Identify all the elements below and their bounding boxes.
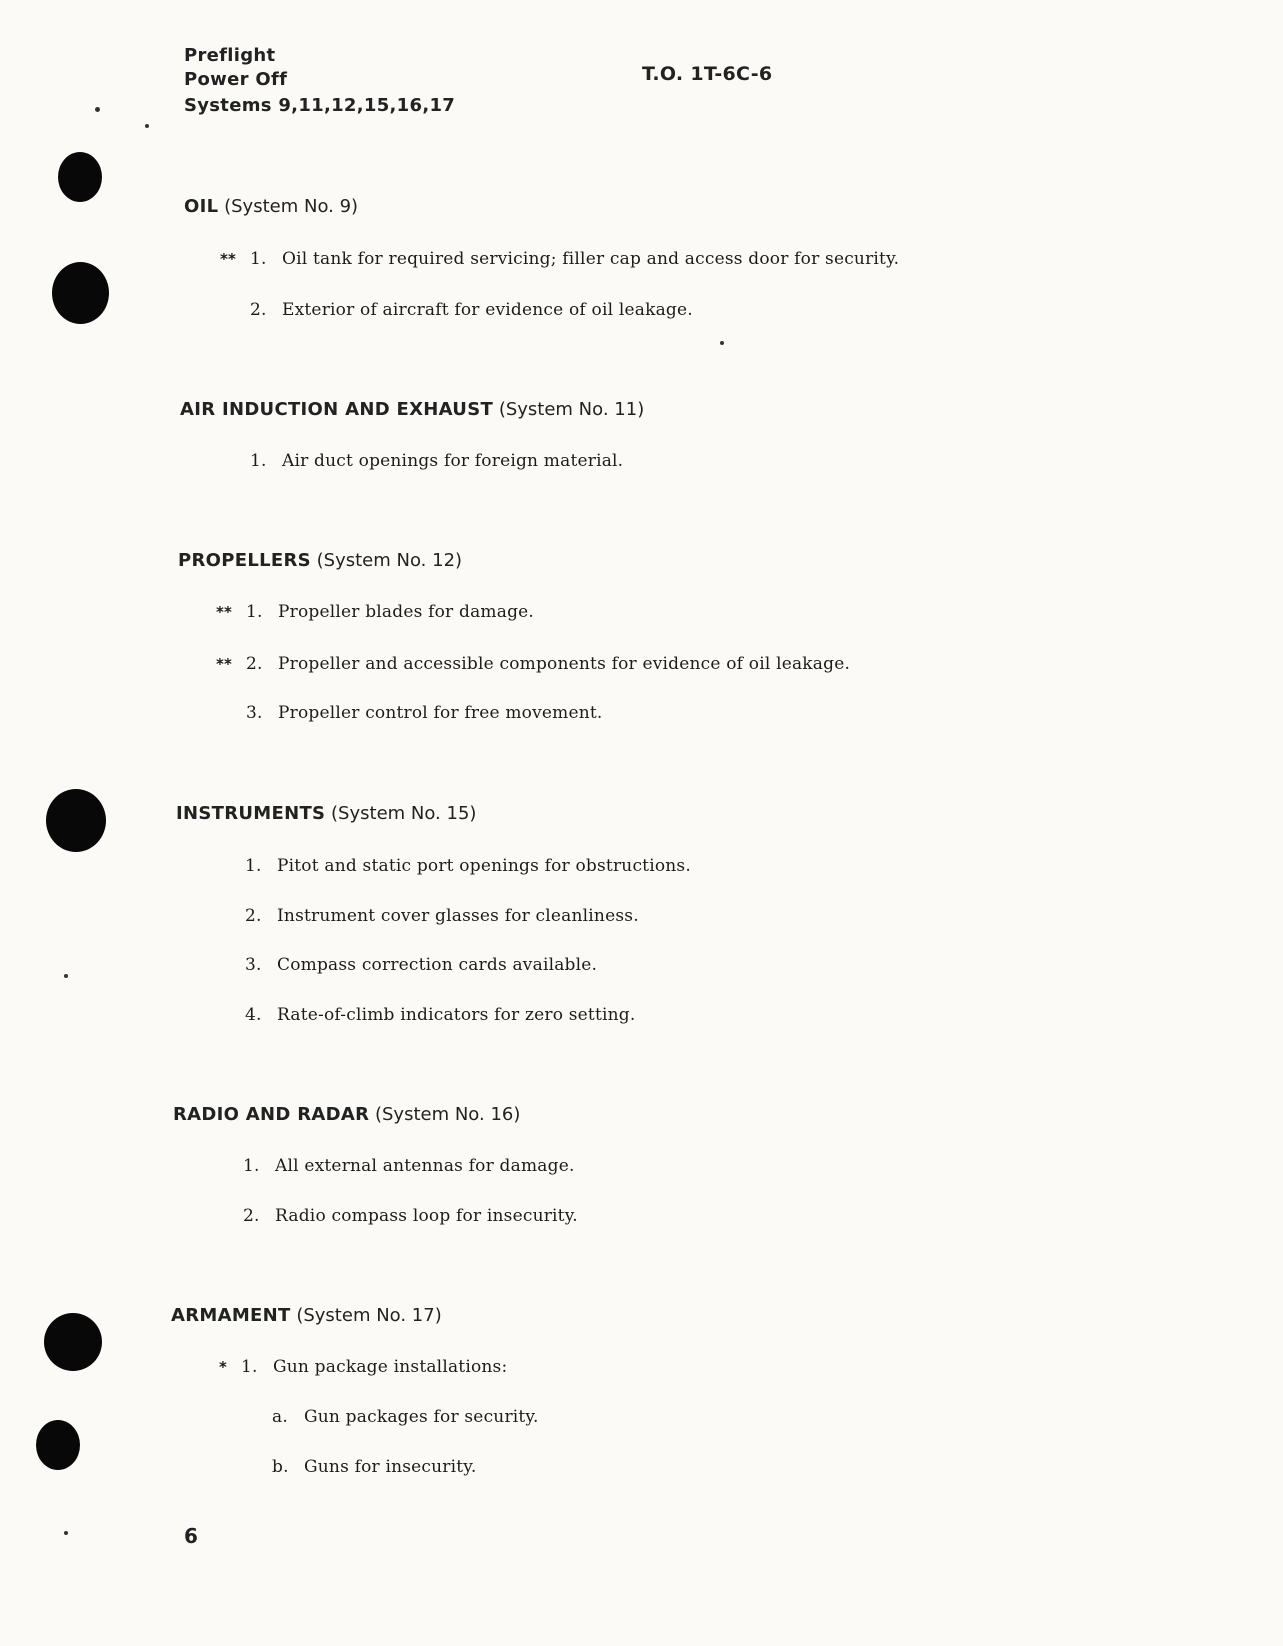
item-mark: ** <box>220 250 237 268</box>
header-left-line1: Preflight <box>184 45 276 66</box>
item-text: Propeller control for free movement. <box>278 703 603 723</box>
section-heading-air-induction <box>180 399 644 420</box>
header-left-line3: Systems 9,11,12,15,16,17 <box>184 95 456 116</box>
item-number: 4. <box>245 1005 262 1025</box>
item-text: Propeller blades for damage. <box>278 602 535 622</box>
section-name: PROPELLERS <box>178 550 311 571</box>
scan-speck <box>720 341 724 345</box>
item-number: 1. <box>250 451 267 471</box>
to-number: T.O. 1T-6C-6 <box>642 63 773 85</box>
list-item <box>220 249 899 269</box>
section-heading-instruments <box>176 803 476 824</box>
list-item <box>216 654 850 674</box>
item-number: a. <box>272 1407 288 1427</box>
list-item <box>219 1357 507 1377</box>
item-text: Gun package installations: <box>273 1357 508 1377</box>
item-text: Radio compass loop for insecurity. <box>275 1206 578 1226</box>
item-number: 1. <box>246 602 263 622</box>
list-item <box>250 300 693 320</box>
page-number: 6 <box>184 1524 199 1548</box>
item-number: 3. <box>245 955 262 975</box>
item-mark: ** <box>216 603 233 621</box>
item-number: b. <box>272 1457 289 1477</box>
item-number: 1. <box>250 249 267 269</box>
section-system: (System No. 9) <box>224 196 359 217</box>
section-name: INSTRUMENTS <box>176 803 326 824</box>
list-item <box>243 1206 578 1226</box>
list-item <box>272 1407 539 1427</box>
section-name: AIR INDUCTION AND EXHAUST <box>180 399 494 420</box>
section-heading-oil <box>184 196 358 217</box>
list-item <box>245 955 597 975</box>
section-system: (System No. 16) <box>374 1104 521 1125</box>
section-name: RADIO AND RADAR <box>173 1104 370 1125</box>
item-number: 1. <box>245 856 262 876</box>
item-number: 1. <box>243 1156 260 1176</box>
section-name: ARMAMENT <box>171 1305 291 1326</box>
item-mark: ** <box>216 655 233 673</box>
item-text: Air duct openings for foreign material. <box>282 451 624 471</box>
list-item <box>272 1457 476 1477</box>
binder-hole <box>58 152 102 202</box>
section-system: (System No. 11) <box>498 399 645 420</box>
item-text: Exterior of aircraft for evidence of oil leakage. <box>282 300 693 320</box>
scan-speck <box>64 1531 68 1535</box>
item-text: Oil tank for required servicing; filler cap and access door for security. <box>282 249 900 269</box>
list-item <box>216 602 534 622</box>
scan-speck <box>95 107 100 112</box>
binder-hole <box>36 1420 80 1470</box>
item-text: Compass correction cards available. <box>277 955 598 975</box>
section-heading-propellers <box>178 550 462 571</box>
item-number: 3. <box>246 703 263 723</box>
section-name: OIL <box>184 196 219 217</box>
binder-hole <box>46 789 106 852</box>
list-item <box>245 856 691 876</box>
item-text: Propeller and accessible components for evidence of oil leakage. <box>278 654 851 674</box>
item-number: 1. <box>241 1357 258 1377</box>
list-item <box>243 1156 575 1176</box>
section-heading-radio-radar <box>173 1104 520 1125</box>
section-system: (System No. 17) <box>296 1305 442 1326</box>
item-number: 2. <box>250 300 267 320</box>
item-number: 2. <box>246 654 263 674</box>
item-text: Gun packages for security. <box>304 1407 539 1427</box>
item-mark: * <box>219 1358 228 1376</box>
list-item <box>245 906 639 926</box>
section-heading-armament <box>171 1305 442 1326</box>
item-text: Guns for insecurity. <box>304 1457 477 1477</box>
item-number: 2. <box>245 906 262 926</box>
section-system: (System No. 15) <box>331 803 477 824</box>
section-system: (System No. 12) <box>316 550 463 571</box>
item-text: All external antennas for damage. <box>275 1156 575 1176</box>
list-item <box>246 703 603 723</box>
binder-hole <box>44 1313 102 1371</box>
scan-speck <box>145 124 149 128</box>
item-number: 2. <box>243 1206 260 1226</box>
list-item <box>245 1005 635 1025</box>
item-text: Pitot and static port openings for obstructions. <box>277 856 691 876</box>
binder-hole <box>52 262 109 324</box>
scan-speck <box>64 974 68 978</box>
list-item <box>250 451 623 471</box>
header-left-line2: Power Off <box>184 69 288 90</box>
item-text: Rate-of-climb indicators for zero setting. <box>277 1005 636 1025</box>
item-text: Instrument cover glasses for cleanliness. <box>277 906 639 926</box>
